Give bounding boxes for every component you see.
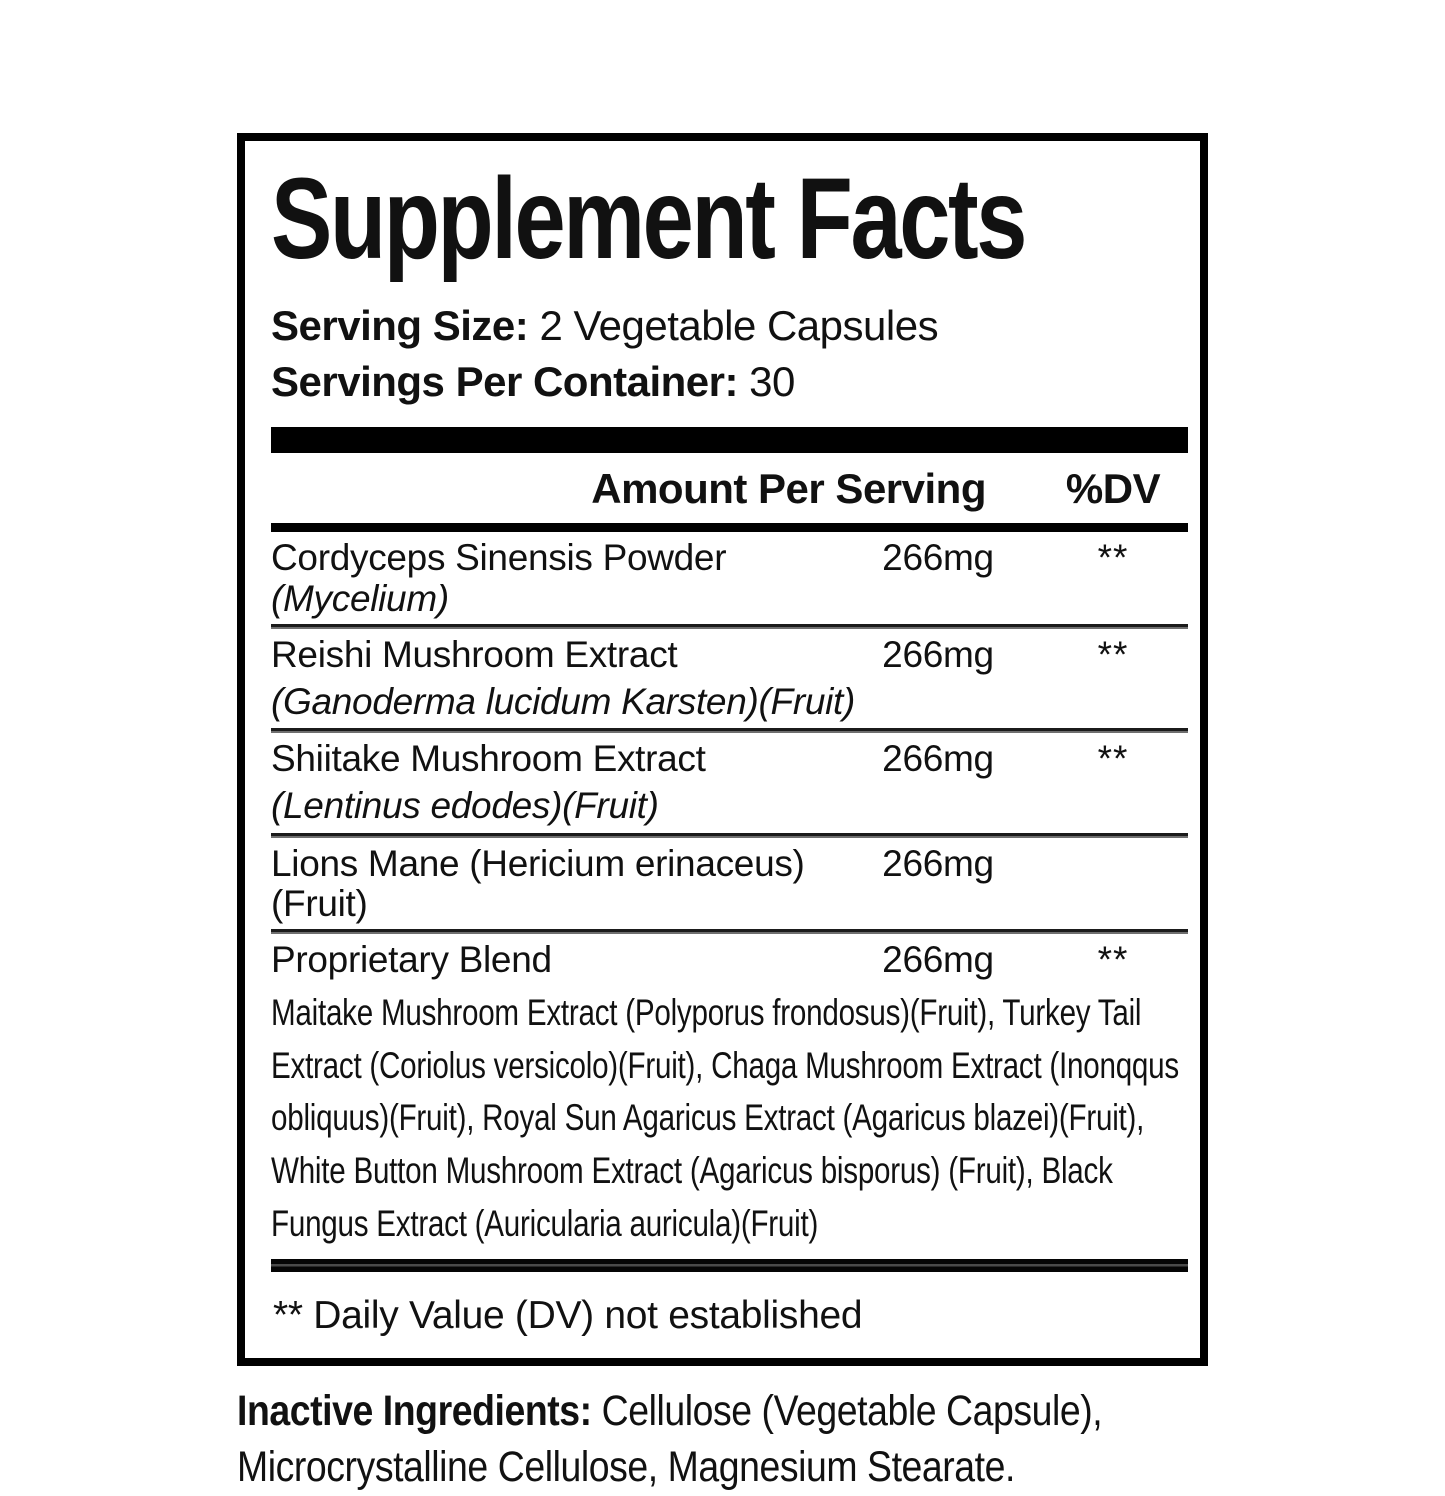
dv-footnote: ** Daily Value (DV) not established — [273, 1294, 863, 1338]
ingredient-dv: ** — [1097, 738, 1129, 780]
divider-bar-top — [271, 427, 1188, 453]
servings-per-container-line — [271, 354, 1188, 410]
table-row — [271, 733, 1188, 837]
ingredient-amount: 266mg — [882, 738, 994, 780]
ingredient-name-latin: (Lentinus edodes)(Fruit) — [271, 784, 659, 826]
ingredient-dv: ** — [1097, 633, 1129, 675]
inactive-ingredients — [237, 1384, 1208, 1496]
servings-per-container-label: Servings Per Container: — [271, 357, 738, 405]
supplement-label — [237, 133, 1208, 1496]
ingredient-name-latin: (Mycelium) — [271, 578, 449, 620]
ingredient-name: Reishi Mushroom Extract — [271, 633, 678, 675]
serving-info — [271, 298, 1188, 410]
ingredient-amount: 266mg — [882, 842, 994, 884]
dv-header: %DV — [1065, 465, 1161, 513]
divider-bar-bottom — [271, 1259, 1188, 1272]
table-row — [271, 934, 1188, 1251]
ingredient-name: Shiitake Mushroom Extract — [271, 738, 706, 780]
ingredient-amount: 266mg — [882, 633, 994, 675]
servings-per-container-value: 30 — [749, 357, 795, 405]
ingredient-amount: 266mg — [882, 537, 994, 579]
page-title: Supplement Facts — [271, 155, 1025, 283]
table-row — [271, 838, 1188, 934]
ingredient-table — [271, 532, 1188, 1251]
ingredient-name: Proprietary Blend — [271, 938, 552, 980]
ingredient-dv: ** — [1097, 537, 1129, 579]
serving-size-line — [271, 298, 1188, 354]
inactive-ingredients-label: Inactive Ingredients: — [237, 1387, 592, 1436]
supplement-facts-panel — [237, 133, 1208, 1366]
ingredient-dv: ** — [1097, 938, 1129, 980]
divider-bar-header — [271, 523, 1188, 532]
ingredient-name: Lions Mane (Hericium erinaceus)(Fruit) — [271, 842, 805, 925]
table-header — [271, 453, 1188, 523]
amount-per-serving-header: Amount Per Serving — [591, 465, 986, 513]
inactive-ingredients-value: Cellulose (Vegetable Capsule), Microcrystalline Cellulose, Magnesium Stearate. — [237, 1387, 1103, 1492]
table-row — [271, 629, 1188, 733]
serving-size-value: 2 Vegetable Capsules — [539, 301, 939, 349]
ingredient-amount: 266mg — [882, 938, 994, 980]
table-row — [271, 532, 1188, 628]
ingredient-name: Cordyceps Sinensis Powder (Mycelium) — [271, 537, 727, 620]
serving-size-label: Serving Size: — [271, 301, 529, 349]
proprietary-blend-description: Maitake Mushroom Extract (Polyporus frondosus)(Fruit), Turkey Tail Extract (Coriolus versicolo)(Fruit), Chaga Mushroom Extract (Inonqqus obliquus)(Fruit), Royal Sun Agaricus Extract (Agaricus blazei)(Fruit), White Button Mushroom Extract (Agaricus bisporus) (Fruit), Black Fungus Extract (Auricularia auricula)(Fruit) — [271, 991, 1179, 1245]
ingredient-name-latin: (Ganoderma lucidum Karsten)(Fruit) — [271, 680, 856, 722]
